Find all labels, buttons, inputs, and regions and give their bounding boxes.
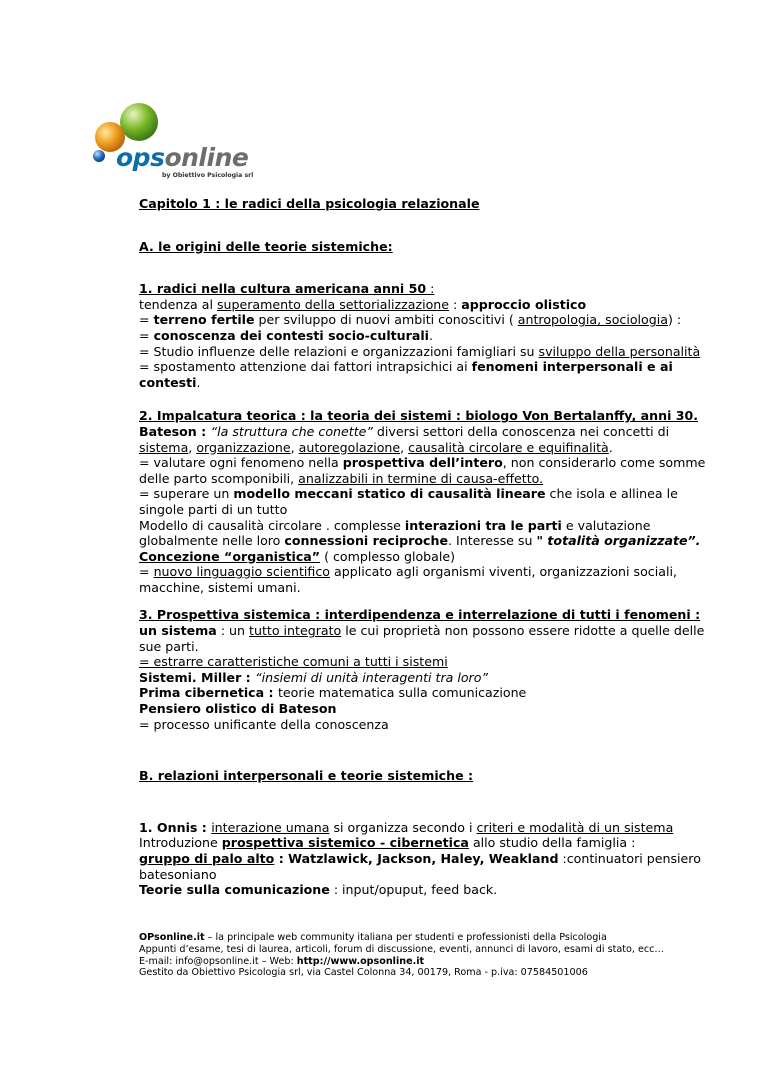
s2-line2: = valutare ogni fenomeno nella prospettiva dell’intero, non considerarlo come somme delle parto scomponibili, analizzabili in termine di causa-effetto. [139, 455, 706, 486]
s3-line2: = estrarre caratteristiche comuni a tutti i sistemi [139, 654, 448, 670]
logo-sphere-green [120, 103, 158, 141]
s1-line4: = Studio influenze delle relazioni e organizzazioni famigliari su sviluppo della personalità [139, 343, 701, 359]
footer-website-link[interactable]: http://www.opsonline.it [296, 955, 425, 967]
b1-line3: gruppo di palo alto : Watzlawick, Jackson, Haley, Weakland :continuatori pensiero batesoniano [139, 851, 701, 882]
s1-line3: = conoscenza dei contesti socio-culturali. [139, 327, 433, 343]
section-a-title: A. le origini delle teorie sistemiche: [139, 238, 393, 254]
s2-line4: Modello di causalità circolare . complesse interazioni tra le parti e valutazione globalmente nelle loro connessioni reciproche. Interesse su " totalità organizzate”. [139, 517, 701, 549]
page-footer [139, 932, 719, 979]
s2-line3: = superare un modello meccani statico di causalità lineare che isola e allinea le singole parti di un tutto [139, 486, 678, 517]
footer-line3: E-mail: info@opsonline.it – Web: http://www.opsonline.it [139, 955, 425, 967]
logo-ops-text: ops [116, 143, 165, 172]
footer-line2: Appunti d’esame, tesi di laurea, articoli, forum di discussione, eventi, annunci di lavoro, esami di stato, ecc… [139, 943, 665, 955]
footer-line1: OPsonline.it – la principale web community italiana per studenti e professionisti della Psicologia [139, 932, 607, 943]
opsonline-logo [88, 98, 288, 188]
s3-line5: Pensiero olistico di Bateson [139, 701, 337, 717]
s1-line1: tendenza al superamento della settorializzazione : approccio olistico [139, 296, 587, 312]
b1-line2: Introduzione prospettiva sistemico - cibernetica allo studio della famiglia : [139, 835, 636, 851]
s3-line6: = processo unificante della conoscenza [139, 716, 389, 732]
b1-line1: 1. Onnis : interazione umana si organizza secondo i criteri e modalità di un sistema [139, 819, 674, 835]
s1-line2: = terreno fertile per sviluppo di nuovi ambiti conoscitivi ( antropologia, sociologia) : [139, 312, 682, 328]
s3-line4: Prima cibernetica : teorie matematica sulla comunicazione [139, 685, 527, 701]
document-body [139, 196, 719, 898]
s3-title: 3. Prospettiva sistemica : interdipendenza e interrelazione di tutti i fenomeni : [139, 607, 701, 623]
svg-text:opsonline [116, 143, 248, 172]
logo-sphere-blue [93, 150, 105, 162]
s3-line1: un sistema : un tutto integrato le cui proprietà non possono essere ridotte a quelle delle sue parti. [139, 623, 705, 654]
s2-line6: = nuovo linguaggio scientifico applicato agli organismi viventi, organizzazioni sociali, macchine, sistemi umani. [139, 564, 677, 595]
section-b-title: B. relazioni interpersonali e teorie sistemiche : [139, 768, 474, 784]
s3-line3: Sistemi. Miller : “insiemi di unità interagenti tra loro” [139, 669, 488, 685]
footer-line4: Gestito da Obiettivo Psicologia srl, via Castel Colonna 34, 00179, Roma - p.iva: 07584501006 [139, 967, 588, 979]
b1-line4: Teorie sulla comunicazione : input/opuput, feed back. [139, 882, 498, 898]
s2-line5: Concezione “organistica” ( complesso globale) [139, 548, 456, 564]
s2-line1: Bateson : “la struttura che conette” diversi settori della conoscenza nei concetti di sistema, organizzazione, autoregolazione, causalità circolare e equifinalità. [139, 423, 670, 455]
s1-line5: = spostamento attenzione dai fattori intrapsichici ai fenomeni interpersonali e ai contesti. [139, 359, 673, 390]
s2-title: 2. Impalcatura teorica : la teoria dei sistemi : biologo Von Bertalanffy, anni 30. [139, 408, 699, 424]
s1-title: 1. radici nella cultura americana anni 50 : [139, 281, 435, 297]
logo-tagline: by Obiettivo Psicologia srl [162, 172, 254, 179]
chapter-title: Capitolo 1 : le radici della psicologia relazionale [139, 196, 480, 211]
logo-online-text: online [164, 143, 249, 172]
